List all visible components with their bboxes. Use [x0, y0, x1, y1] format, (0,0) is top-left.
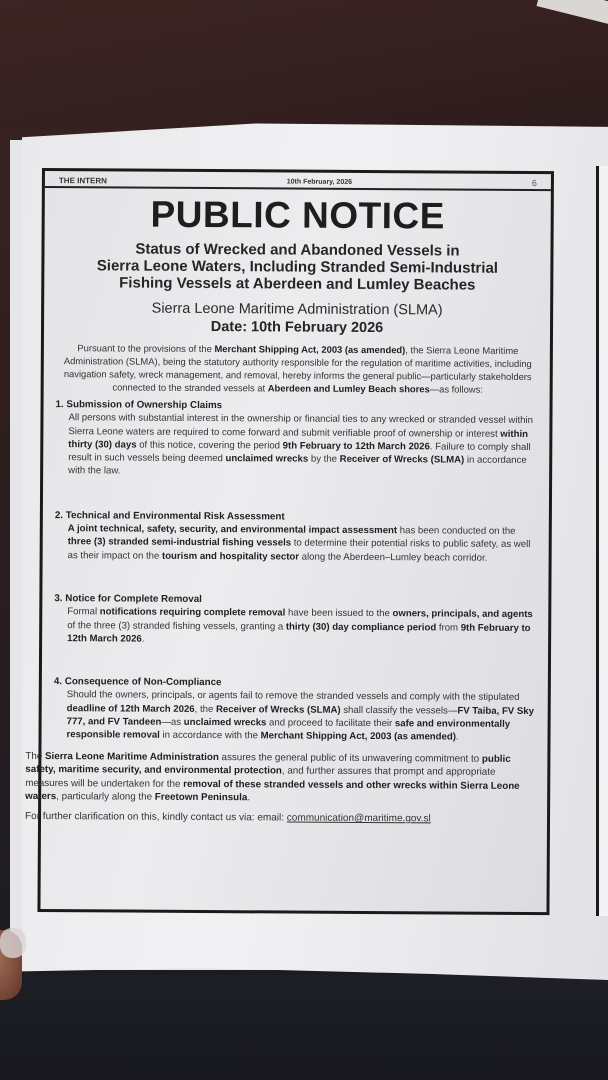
- text: along the Aberdeen–Lumley beach corridor.: [299, 551, 488, 564]
- emphasis: Sierra Leone Maritime Administration: [44, 750, 219, 763]
- text: , and further assures that prompt and appropriate measures will be undertaken for the: [25, 765, 496, 790]
- text: , the Sierra Leone Maritime Administration (SLMA), being the statutory authority responsible for the regulation of maritime activities, including navigation safety, wreck management, and removal, hereby informs the general public—particularly stakeholders connected to the stranded vessels at: [63, 344, 532, 394]
- notice-title: PUBLIC NOTICE: [150, 193, 445, 237]
- text: .: [455, 731, 459, 743]
- location-reference: Aberdeen and Lumley Beach shores: [267, 382, 430, 395]
- text: in accordance with the law.: [68, 454, 527, 477]
- text: , the: [194, 703, 217, 715]
- adjacent-page-edge: [596, 166, 608, 916]
- text: to determine their potential risks to public safety, as well as their impact on the: [67, 537, 531, 562]
- contact-text: For further clarification on this, kindly contact us via: email:: [25, 810, 287, 824]
- text: .: [247, 792, 251, 804]
- text: of this notice, covering the period: [136, 439, 283, 452]
- section-body: [55, 522, 541, 565]
- emphasis: 9th February to 12th March 2026: [282, 440, 430, 453]
- emphasis: thirty (30) day compliance period: [285, 621, 437, 633]
- text: . Failure to comply shall result in such vessels being deemed: [68, 441, 531, 465]
- issue-date: 10th February, 2026: [286, 177, 353, 186]
- subtitle-line: Status of Wrecked and Abandoned Vessels in: [135, 240, 460, 260]
- emphasis: A joint technical, safety, security, and environmental impact assessment: [67, 523, 398, 537]
- text: Should the owners, principals, or agents fail to remove the stranded vessels and comply with the stipulated: [66, 689, 520, 704]
- section-body: [53, 689, 539, 745]
- intro-paragraph: [44, 335, 550, 396]
- public-notice: [25, 168, 554, 915]
- emphasis: public safety, maritime security, and environmental protection: [25, 753, 511, 777]
- text: The: [25, 750, 46, 762]
- emphasis: tourism and hospitality sector: [161, 550, 300, 563]
- text: and proceed to facilitate their: [266, 717, 395, 730]
- text: —as: [161, 716, 184, 728]
- text: have been issued to the: [285, 607, 393, 620]
- emphasis: notifications requiring complete removal: [99, 606, 286, 619]
- section-body: [54, 605, 540, 648]
- notice-date: Date: 10th February 2026: [210, 319, 384, 337]
- text: shall classify the vessels—: [340, 704, 458, 717]
- text: Pursuant to the provisions of the: [77, 342, 215, 355]
- emphasis: Freetown Peninsula: [154, 792, 248, 804]
- text: assures the general public of its unwavering commitment to: [218, 751, 482, 765]
- emphasis: removal of these stranded vessels and other wrecks within Sierra Leone waters: [25, 778, 520, 803]
- text: from: [436, 621, 461, 634]
- newspaper-header: [45, 174, 551, 191]
- subtitle-line: Fishing Vessels at Aberdeen and Lumley Beaches: [119, 274, 476, 294]
- emphasis: unclaimed wrecks: [225, 453, 309, 465]
- text: .: [141, 633, 145, 645]
- desk-surface-top: [0, 0, 608, 130]
- section-body: [55, 411, 541, 480]
- text: , particularly along the: [56, 791, 155, 804]
- text: in accordance with the: [159, 730, 261, 742]
- section-non-compliance: [25, 675, 548, 826]
- closing-paragraph: [25, 742, 539, 808]
- contact-line: [25, 810, 539, 826]
- notice-subtitle: [44, 240, 550, 294]
- emphasis: safe and environmentally responsible removal: [66, 718, 511, 742]
- text: has been conducted on the: [397, 525, 516, 537]
- section-heading: 2. Technical and Environmental Risk Assessment: [54, 509, 285, 523]
- subtitle-line: Sierra Leone Waters, Including Stranded Semi-Industrial: [96, 257, 499, 277]
- contact-email-link[interactable]: communication@maritime.gov.sl: [286, 812, 431, 825]
- page-number: 6: [531, 177, 537, 189]
- thumbnail-highlight: [0, 928, 26, 958]
- emphasis: within thirty (30) days: [68, 428, 529, 451]
- emphasis: Receiver of Wrecks (SLMA): [339, 454, 465, 466]
- emphasis: Receiver of Wrecks (SLMA): [215, 703, 341, 716]
- desk-surface-bottom: [0, 975, 608, 1080]
- emphasis: owners, principals, and agents: [392, 608, 533, 621]
- section-complete-removal: [42, 592, 548, 648]
- text: All persons with substantial interest in the ownership or financial ties to any wrecked or stranded vessel within Sierra Leone waters are required to come forward and submit verifiable proof of ownership or interest: [68, 412, 533, 440]
- section-ownership-claims: [43, 398, 549, 481]
- newspaper-name: THE INTERN: [58, 175, 107, 185]
- text: —as follows:: [429, 383, 483, 395]
- emphasis: three (3) stranded semi-industrial fishing vessels: [67, 536, 292, 549]
- section-heading: 1. Submission of Ownership Claims: [55, 399, 223, 412]
- emphasis: deadline of 12th March 2026: [66, 702, 195, 715]
- emphasis: Merchant Shipping Act, 2003 (as amended): [260, 730, 456, 743]
- issuing-agency: Sierra Leone Maritime Administration (SLMA): [151, 300, 443, 319]
- emphasis: 9th February to 12th March 2026: [67, 622, 531, 645]
- text: Formal: [67, 606, 100, 618]
- section-heading: 3. Notice for Complete Removal: [54, 593, 202, 605]
- section-risk-assessment: [43, 509, 549, 565]
- emphasis: unclaimed wrecks: [183, 716, 267, 729]
- act-reference: Merchant Shipping Act, 2003 (as amended): [214, 343, 406, 356]
- text: by the: [308, 453, 340, 466]
- text: of the three (3) stranded fishing vessels, granting a: [67, 619, 286, 633]
- vessel-names: FV Taiba, FV Sky 777, and FV Tandeen: [66, 705, 535, 728]
- section-heading: 4. Consequence of Non-Compliance: [53, 676, 222, 689]
